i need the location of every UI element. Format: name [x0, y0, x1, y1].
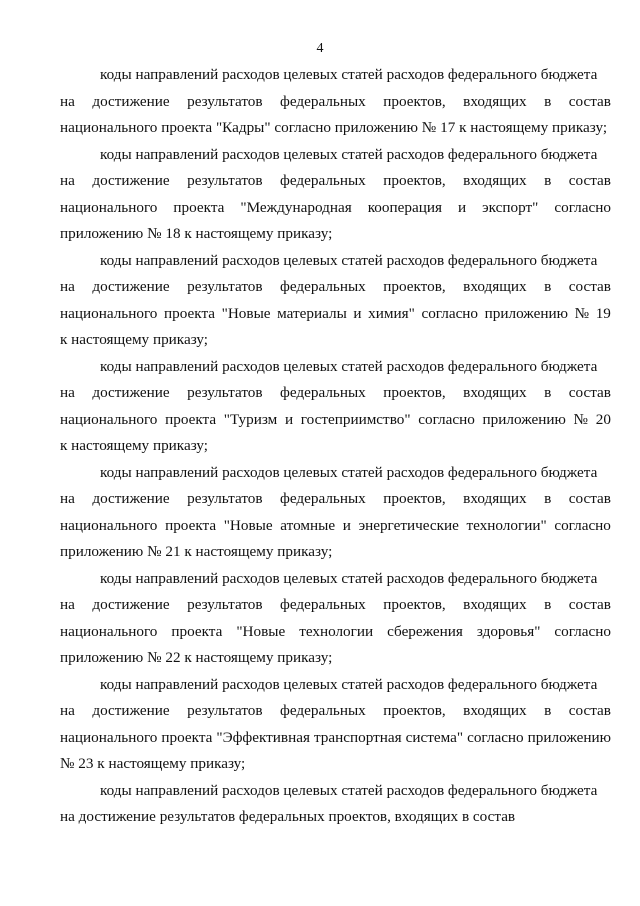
paragraph [60, 62, 611, 142]
text-line: на достижение результатов федеральных проектов, входящих в состав [60, 384, 611, 401]
text-line: коды направлений расходов целевых статей расходов федерального бюджета [100, 463, 598, 481]
document-body [60, 62, 611, 831]
paragraph [60, 566, 611, 672]
text-line: коды направлений расходов целевых статей расходов федерального бюджета [100, 781, 598, 799]
text-line: коды направлений расходов целевых статей расходов федерального бюджета [100, 675, 598, 693]
text-line: национального проекта "Кадры" согласно приложению № 17 к настоящему приказу; [60, 119, 608, 136]
paragraph [60, 354, 611, 460]
text-line: национального проекта "Международная кооперация и экспорт" согласно [60, 198, 611, 216]
text-line: к настоящему приказу; [60, 437, 208, 454]
text-line: к настоящему приказу; [60, 331, 208, 348]
text-line: коды направлений расходов целевых статей расходов федерального бюджета [100, 357, 598, 375]
text-line: национального проекта "Туризм и гостеприимство" согласно приложению № 20 [60, 410, 611, 428]
text-line: на достижение результатов федеральных проектов, входящих в состав [60, 278, 611, 295]
text-line: приложению № 22 к настоящему приказу; [60, 649, 333, 666]
text-line: национального проекта "Новые технологии сбережения здоровья" согласно [60, 622, 611, 640]
paragraph [60, 142, 611, 248]
text-line: на достижение результатов федеральных проектов, входящих в состав [60, 490, 611, 507]
paragraph [60, 460, 611, 566]
text-line: коды направлений расходов целевых статей расходов федерального бюджета [100, 569, 598, 587]
paragraph [60, 248, 611, 354]
text-line: коды направлений расходов целевых статей расходов федерального бюджета [100, 145, 598, 163]
text-line: национального проекта "Эффективная транспортная система" согласно приложению [60, 728, 611, 746]
text-line: на достижение результатов федеральных проектов, входящих в состав [60, 808, 516, 825]
paragraph [60, 778, 611, 831]
text-line: национального проекта "Новые материалы и химия" согласно приложению № 19 [60, 304, 611, 322]
text-line: на достижение результатов федеральных проектов, входящих в состав [60, 92, 611, 110]
text-line: приложению № 18 к настоящему приказу; [60, 225, 333, 242]
text-line: № 23 к настоящему приказу; [60, 755, 246, 772]
text-line: коды направлений расходов целевых статей расходов федерального бюджета [100, 251, 598, 269]
text-line: на достижение результатов федеральных проектов, входящих в состав [60, 172, 611, 189]
page-number: 4 [316, 41, 324, 56]
text-line: на достижение результатов федеральных проектов, входящих в состав [60, 702, 611, 719]
paragraph [60, 672, 611, 778]
text-line: приложению № 21 к настоящему приказу; [60, 543, 333, 560]
text-line: национального проекта "Новые атомные и энергетические технологии" согласно [60, 516, 611, 534]
text-line: на достижение результатов федеральных проектов, входящих в состав [60, 596, 611, 613]
text-line: коды направлений расходов целевых статей расходов федерального бюджета [100, 66, 598, 83]
